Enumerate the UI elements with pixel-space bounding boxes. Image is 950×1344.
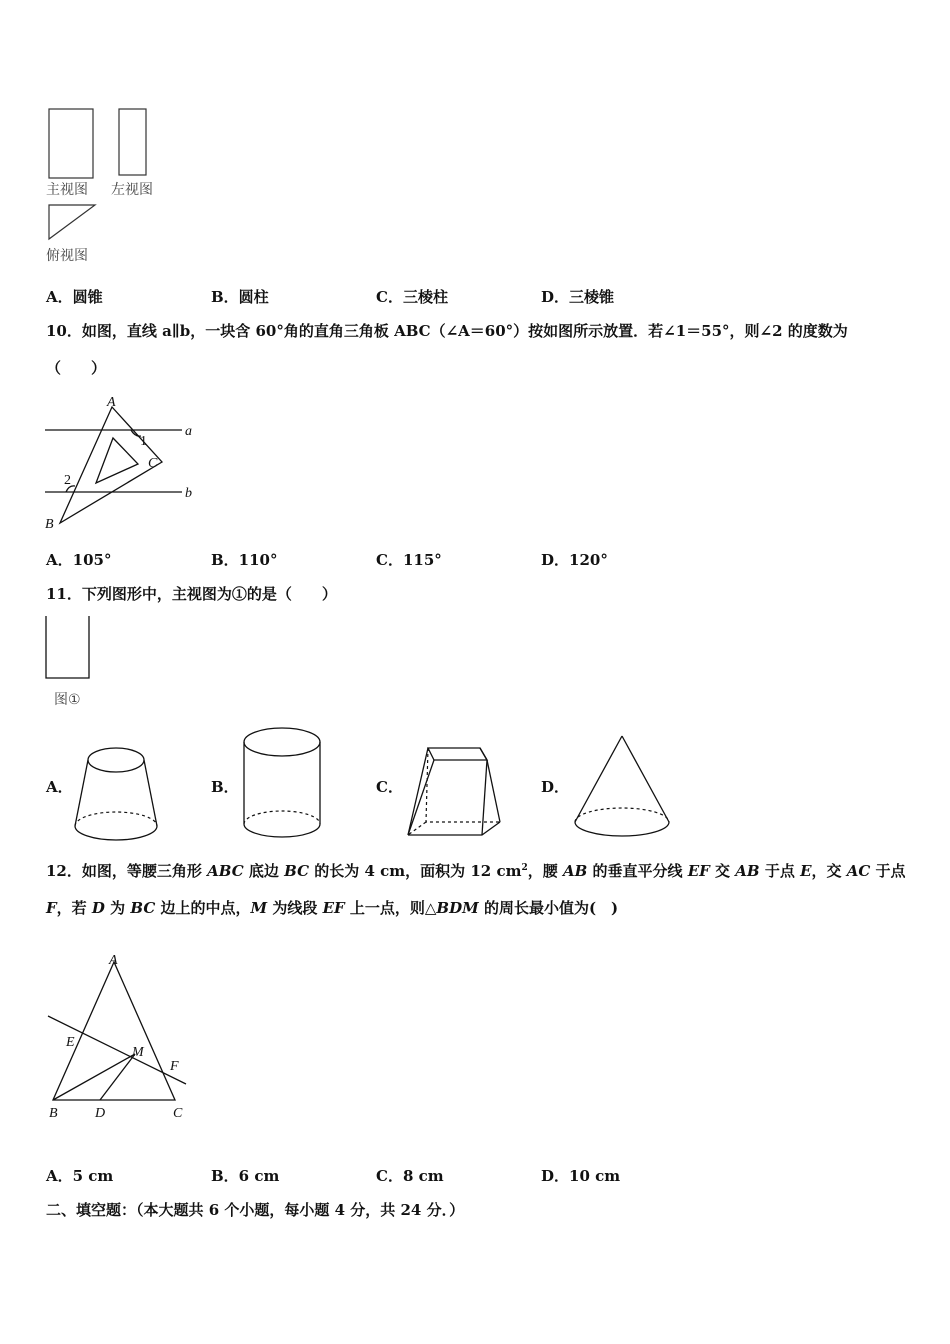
q12-option-b[interactable]: B．6 cm	[211, 1167, 280, 1185]
label-2: 2	[64, 473, 71, 488]
q9-option-b[interactable]: B．圆柱	[211, 288, 269, 306]
bisector-ef	[48, 1016, 186, 1084]
label-E: E	[66, 1035, 75, 1050]
label-C: C	[148, 456, 158, 471]
q9-option-c[interactable]: C．三棱柱	[376, 288, 448, 306]
q12-question-line1: 12．如图，等腰三角形 ABC 底边 BC 的长为 4 cm，面积为 12 $cm^2$，腰 AB 的垂直平分线 EF 交 AB 于点 E，交 AC 于点	[46, 862, 906, 880]
label-C: C	[173, 1106, 183, 1121]
front-view-caption: 主视图	[46, 182, 88, 198]
segment-dm	[100, 1054, 135, 1100]
parallel-lines-triangle-figure	[40, 392, 210, 537]
label-B: B	[45, 517, 54, 532]
q9-option-a[interactable]: A．圆锥	[46, 288, 103, 306]
cylinder-figure[interactable]	[238, 722, 328, 842]
q11-option-c-label[interactable]: C．	[376, 778, 403, 796]
label-b: b	[185, 486, 192, 501]
side-view-rect	[119, 109, 146, 175]
q11-option-b-label[interactable]: B．	[211, 778, 239, 796]
q12-option-d[interactable]: D．10 cm	[541, 1167, 621, 1185]
label-M: M	[132, 1045, 144, 1060]
q10-option-a[interactable]: A．105°	[46, 551, 112, 569]
triangle-inner	[96, 438, 138, 483]
label-D: D	[95, 1106, 106, 1121]
cone-figure[interactable]	[570, 730, 674, 842]
figure-1-caption: 图①	[54, 692, 81, 708]
q9-option-d[interactable]: D．三棱锥	[541, 288, 615, 306]
segment-bm	[53, 1054, 135, 1100]
q10-option-d[interactable]: D．120°	[541, 551, 608, 569]
q12-option-a[interactable]: A．5 cm	[46, 1167, 114, 1185]
label-F: F	[170, 1059, 179, 1074]
label-A: A	[109, 953, 118, 968]
frustum-figure[interactable]	[70, 740, 162, 845]
label-a: a	[185, 424, 192, 439]
top-view-caption: 俯视图	[46, 248, 88, 264]
q11-option-d-label[interactable]: D．	[541, 778, 570, 796]
q10-option-b[interactable]: B．110°	[211, 551, 278, 569]
figure-1-rect	[40, 612, 100, 687]
triangle-outer	[60, 407, 162, 523]
q11-question-text: 11．下列图形中，主视图为①的是（ ）	[46, 585, 337, 603]
frustum-pyramid-figure[interactable]	[400, 740, 510, 840]
side-view-caption: 左视图	[111, 182, 153, 198]
section-2-title: 二、填空题：（本大题共 6 个小题，每小题 4 分，共 24 分．）	[46, 1201, 465, 1219]
q12-option-c[interactable]: C．8 cm	[376, 1167, 444, 1185]
q10-answer-paren: （ ）	[46, 359, 107, 377]
triangle-abc	[53, 962, 175, 1100]
q10-option-c[interactable]: C．115°	[376, 551, 442, 569]
label-B: B	[49, 1106, 58, 1121]
top-view-triangle	[49, 205, 95, 239]
q12-question-line2: F，若 D 为 BC 边上的中点，M 为线段 EF 上一点，则△BDM 的周长最小值为( )	[46, 899, 619, 917]
isosceles-triangle-figure	[40, 948, 200, 1128]
q11-option-a-label[interactable]: A．	[46, 778, 73, 796]
front-view-rect	[49, 109, 93, 178]
q10-question-text: 10．如图，直线 a∥b，一块含 60°角的直角三角板 ABC（∠A＝60°）按如图所示放置．若∠1＝55°，则∠2 的度数为	[46, 322, 848, 340]
label-1: 1	[140, 434, 147, 449]
label-A: A	[107, 395, 116, 410]
